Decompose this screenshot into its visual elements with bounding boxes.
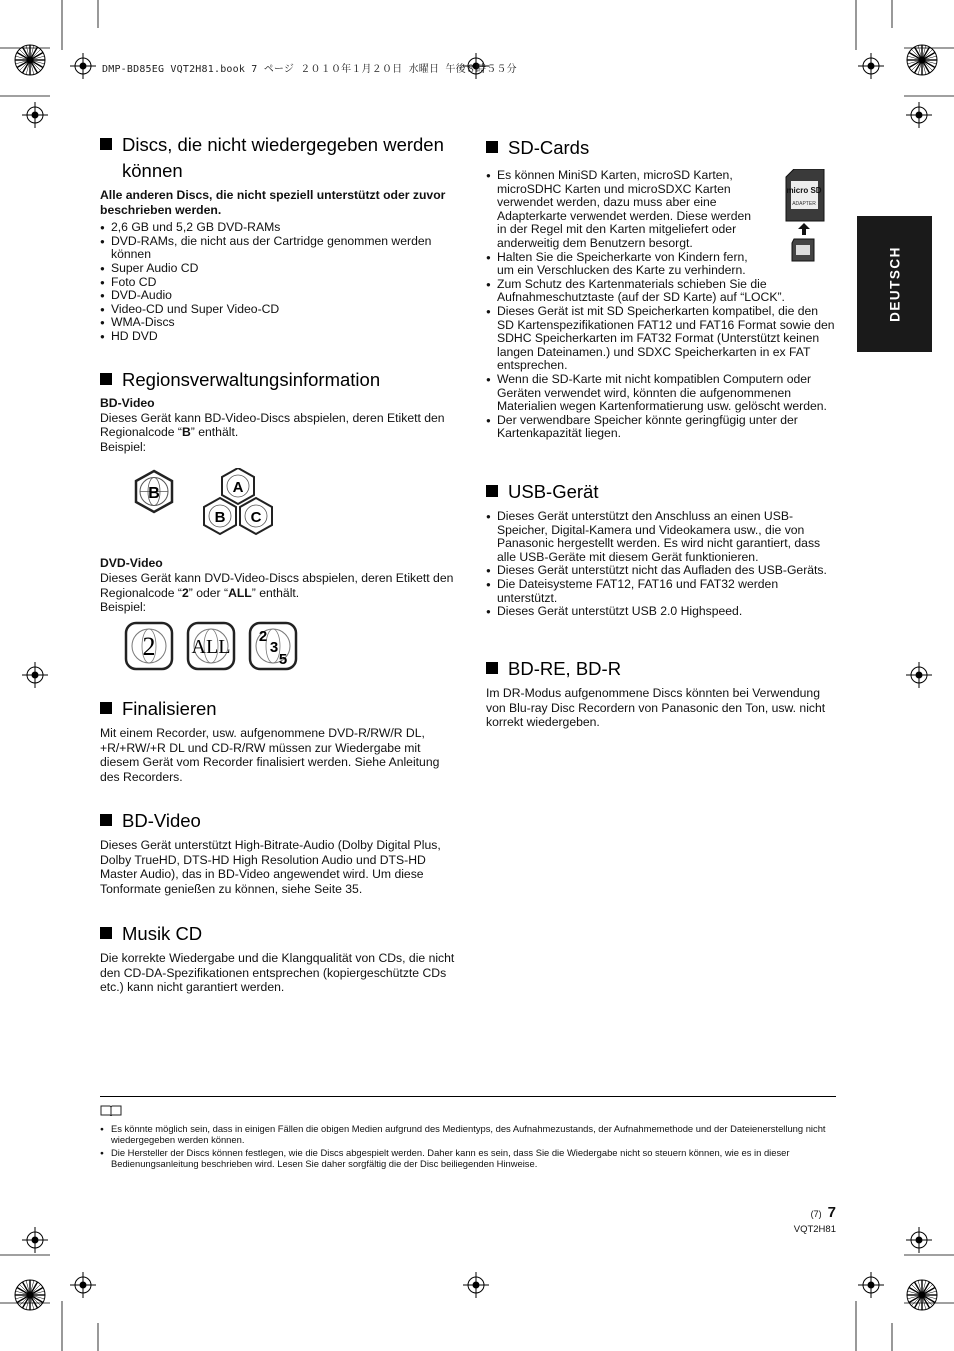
square-bullet-icon (486, 141, 498, 153)
dvd-video-heading: DVD-Video (100, 556, 163, 571)
section-title-musikcd: Musik CD (100, 921, 455, 947)
section-title-discs: Discs, die nicht wiedergegeben werden können (100, 132, 455, 184)
registration-crosshair-icon (906, 102, 932, 128)
list-item: ● Der verwendbare Speicher könnte geringfügig unter der Kartenkapazität liegen. (486, 414, 836, 441)
list-item: ● Super Audio CD (100, 262, 455, 276)
list-item: ● DVD-Audio (100, 289, 455, 303)
discs-lead: Alle anderen Discs, die nicht speziell unterstützt oder zuvor beschrieben werden. (100, 188, 446, 217)
registration-crosshair-icon (906, 1227, 932, 1253)
finalize-text: Mit einem Recorder, usw. aufgenommene DVD-R/RW/R DL, +R/+RW/+R DL und CD-R/RW müssen zur Wiedergabe mit diesem Gerät vom Recorder finalisiert werden. Siehe Anleitung des Recorders. (100, 726, 440, 784)
dvd-region-235-icon (250, 623, 296, 669)
square-bullet-icon (486, 662, 498, 674)
list-item: ● Dieses Gerät unterstützt nicht das Aufladen des USB-Geräts. (486, 564, 836, 578)
dvd-video-region-text: Dieses Gerät kann DVD-Video-Discs abspielen, deren Etikett den Regionalcode “2” oder “ALL” enthält. (100, 570, 454, 600)
registration-crosshair-icon (70, 1272, 96, 1298)
registration-starburst-icon (15, 45, 45, 75)
square-bullet-icon (486, 485, 498, 497)
list-item: ● 2,6 GB und 5,2 GB DVD-RAMs (100, 221, 455, 235)
svg-text:B: B (214, 509, 226, 527)
bdre-text: Im DR-Modus aufgenommene Discs könnten bei Verwendung von Blu-ray Disc Recordern von Panasonic den Ton, usw. nicht korrekt wiedergeben. (486, 686, 826, 730)
page-number: (7) 7 (810, 1204, 836, 1221)
list-item: ● Die Hersteller der Discs können festlegen, wie die Discs abgespielt werden. Daher kann es sein, dass Sie die Wiedergabe nicht so steuern können, wie es in dieser Bedienungsanleitung beschrieben wird. Lesen Sie daher sorgfältig die der Disc beiliegenden Hinweise. (100, 1147, 836, 1170)
language-tab (857, 216, 932, 352)
language-tab-label: DEUTSCH (887, 246, 902, 322)
svg-text:B: B (148, 485, 160, 503)
registration-crosshair-icon (463, 1272, 489, 1298)
registration-starburst-icon (15, 1280, 45, 1310)
square-bullet-icon (100, 814, 112, 826)
section-title-usb: USB-Gerät (486, 479, 836, 505)
book-icon (100, 1104, 122, 1116)
bd-video-heading: BD-Video (100, 396, 155, 410)
region-section (100, 367, 455, 673)
finalize-section (100, 696, 455, 784)
dvd-region-icons (124, 621, 334, 673)
section-title-sdcards: SD-Cards (486, 135, 836, 161)
list-item: ● Es könnte möglich sein, dass in einigen Fällen die obigen Medien aufgrund des Medientyps, des Aufnahmezustands, der Aufnahmemethode und der Dateienerstellung nicht wiedergegeben werden können. (100, 1123, 836, 1146)
registration-crosshair-icon (906, 662, 932, 688)
svg-text:2: 2 (142, 631, 156, 661)
list-item: ● Dieses Gerät ist mit SD Speicherkarten kompatibel, die den SD Kartenspezifikationen FAT12 und FAT16 Format sowie den SDHC Speicherkarten im FAT32 Format (Unterstützt keinen langen Dateinamen.) und SDXC Speicherkarten in ex FAT entsprechen. (486, 305, 836, 373)
registration-crosshair-icon (858, 1272, 884, 1298)
svg-text:micro SD: micro SD (786, 186, 822, 195)
list-item: ● Foto CD (100, 276, 455, 290)
list-item: ● Wenn die SD-Karte mit nicht kompatiblen Computern oder Geräten verwendet wird, könnten die aufgenommenen Materialien wegen Kartenformatierung usw. gelöscht werden. (486, 373, 836, 414)
model-code: VQT2H81 (793, 1224, 836, 1235)
musikcd-section (100, 921, 455, 995)
svg-text:3: 3 (269, 638, 279, 656)
section-title-finalize: Finalisieren (100, 696, 455, 722)
left-column (100, 132, 455, 344)
list-item: ● Halten Sie die Speicherkarte von Kindern fern, um ein Verschlucken des Karte zu verhindern. (486, 251, 836, 278)
list-item: ● Es können MiniSD Karten, microSD Karten, microSDHC Karten und microSDXC Karten verwendet werden, dazu muss aber eine Adapterkarte verwendet werden. Diese werden in der Regel mit den Karten mitgeliefert oder anderweitig dem Benutzern besorgt. (486, 169, 836, 251)
list-item: ● HD DVD (100, 330, 455, 344)
sdcards-list (486, 169, 836, 441)
svg-text:5: 5 (278, 650, 288, 668)
notes (100, 1123, 836, 1170)
square-bullet-icon (100, 927, 112, 939)
svg-text:ALL: ALL (191, 635, 231, 658)
list-item: ● Dieses Gerät unterstützt den Anschluss an einen USB-Speicher, Digital-Kamera und Videokamera usw., die von Panasonic hergestellt werden. Es wird nicht garantiert, dass alle USB-Geräte mit diesem Gerät funktionieren. (486, 510, 836, 564)
list-item: ● Video-CD und Super Video-CD (100, 303, 455, 317)
square-bullet-icon (100, 373, 112, 385)
discs-list (100, 221, 455, 343)
bd-region-icons (130, 468, 310, 548)
notes-list (100, 1123, 836, 1169)
sdcards-section (486, 135, 836, 441)
dvd-region-2-icon (126, 623, 172, 669)
svg-text:ADAPTER: ADAPTER (792, 201, 816, 207)
svg-text:A: A (232, 479, 244, 497)
usb-section (486, 479, 836, 619)
svg-text:2: 2 (258, 627, 268, 645)
section-title-region: Regionsverwaltungsinformation (100, 367, 455, 393)
list-item: ● Die Dateisysteme FAT12, FAT16 und FAT32 werden unterstützt. (486, 578, 836, 605)
notes-divider (100, 1096, 836, 1097)
registration-crosshair-icon (858, 53, 884, 79)
registration-starburst-icon (907, 1280, 937, 1310)
section-title-bdvideo: BD-Video (100, 808, 455, 834)
list-item: ● Dieses Gerät unterstützt USB 2.0 Highspeed. (486, 605, 836, 619)
registration-crosshair-icon (22, 662, 48, 688)
example-label: Beispiel: (100, 439, 147, 454)
svg-text:C: C (250, 509, 262, 527)
bdvideo-text: Dieses Gerät unterstützt High-Bitrate-Audio (Dolby Digital Plus, Dolby TrueHD, DTS-HD High Resolution Audio und DTS-HD Master Audio), das in BD-Video angewendet wird. Um diese Tonformate genießen zu können, siehe Seite 35. (100, 838, 441, 896)
example-label: Beispiel: (100, 600, 147, 615)
usb-list (486, 510, 836, 619)
musikcd-text: Die korrekte Wiedergabe und die Klangqualität von CDs, die nicht den CD-DA-Spezifikationen entsprechen (kopiergeschützte CDs etc.) kann nicht garantiert werden. (100, 951, 455, 995)
list-item: ● Zum Schutz des Kartenmaterials schieben Sie die Aufnahmeschutztaste (auf der SD Karte) auf “LOCK”. (486, 278, 836, 305)
list-item: ● WMA-Discs (100, 316, 455, 330)
bdre-section (486, 656, 836, 730)
registration-starburst-icon (907, 45, 937, 75)
dvd-region-all-icon (188, 623, 234, 669)
section-title-bdre: BD-RE, BD-R (486, 656, 836, 682)
registration-crosshair-icon (70, 53, 96, 79)
bd-region-abc-icon (204, 468, 272, 534)
list-item: ● DVD-RAMs, die nicht aus der Cartridge genommen werden können (100, 235, 455, 262)
bd-video-region-text: Dieses Gerät kann BD-Video-Discs abspielen, deren Etikett den Regionalcode “B” enthält. (100, 410, 445, 440)
registration-crosshair-icon (22, 1227, 48, 1253)
square-bullet-icon (100, 138, 112, 150)
print-header: DMP-BD85EG VQT2H81.book 7 ページ ２０１０年１月２０日 水曜日 午後８時５５分 (102, 64, 517, 75)
bd-region-b-icon (136, 471, 172, 512)
registration-crosshair-icon (22, 102, 48, 128)
bdvideo-section (100, 808, 455, 896)
square-bullet-icon (100, 702, 112, 714)
